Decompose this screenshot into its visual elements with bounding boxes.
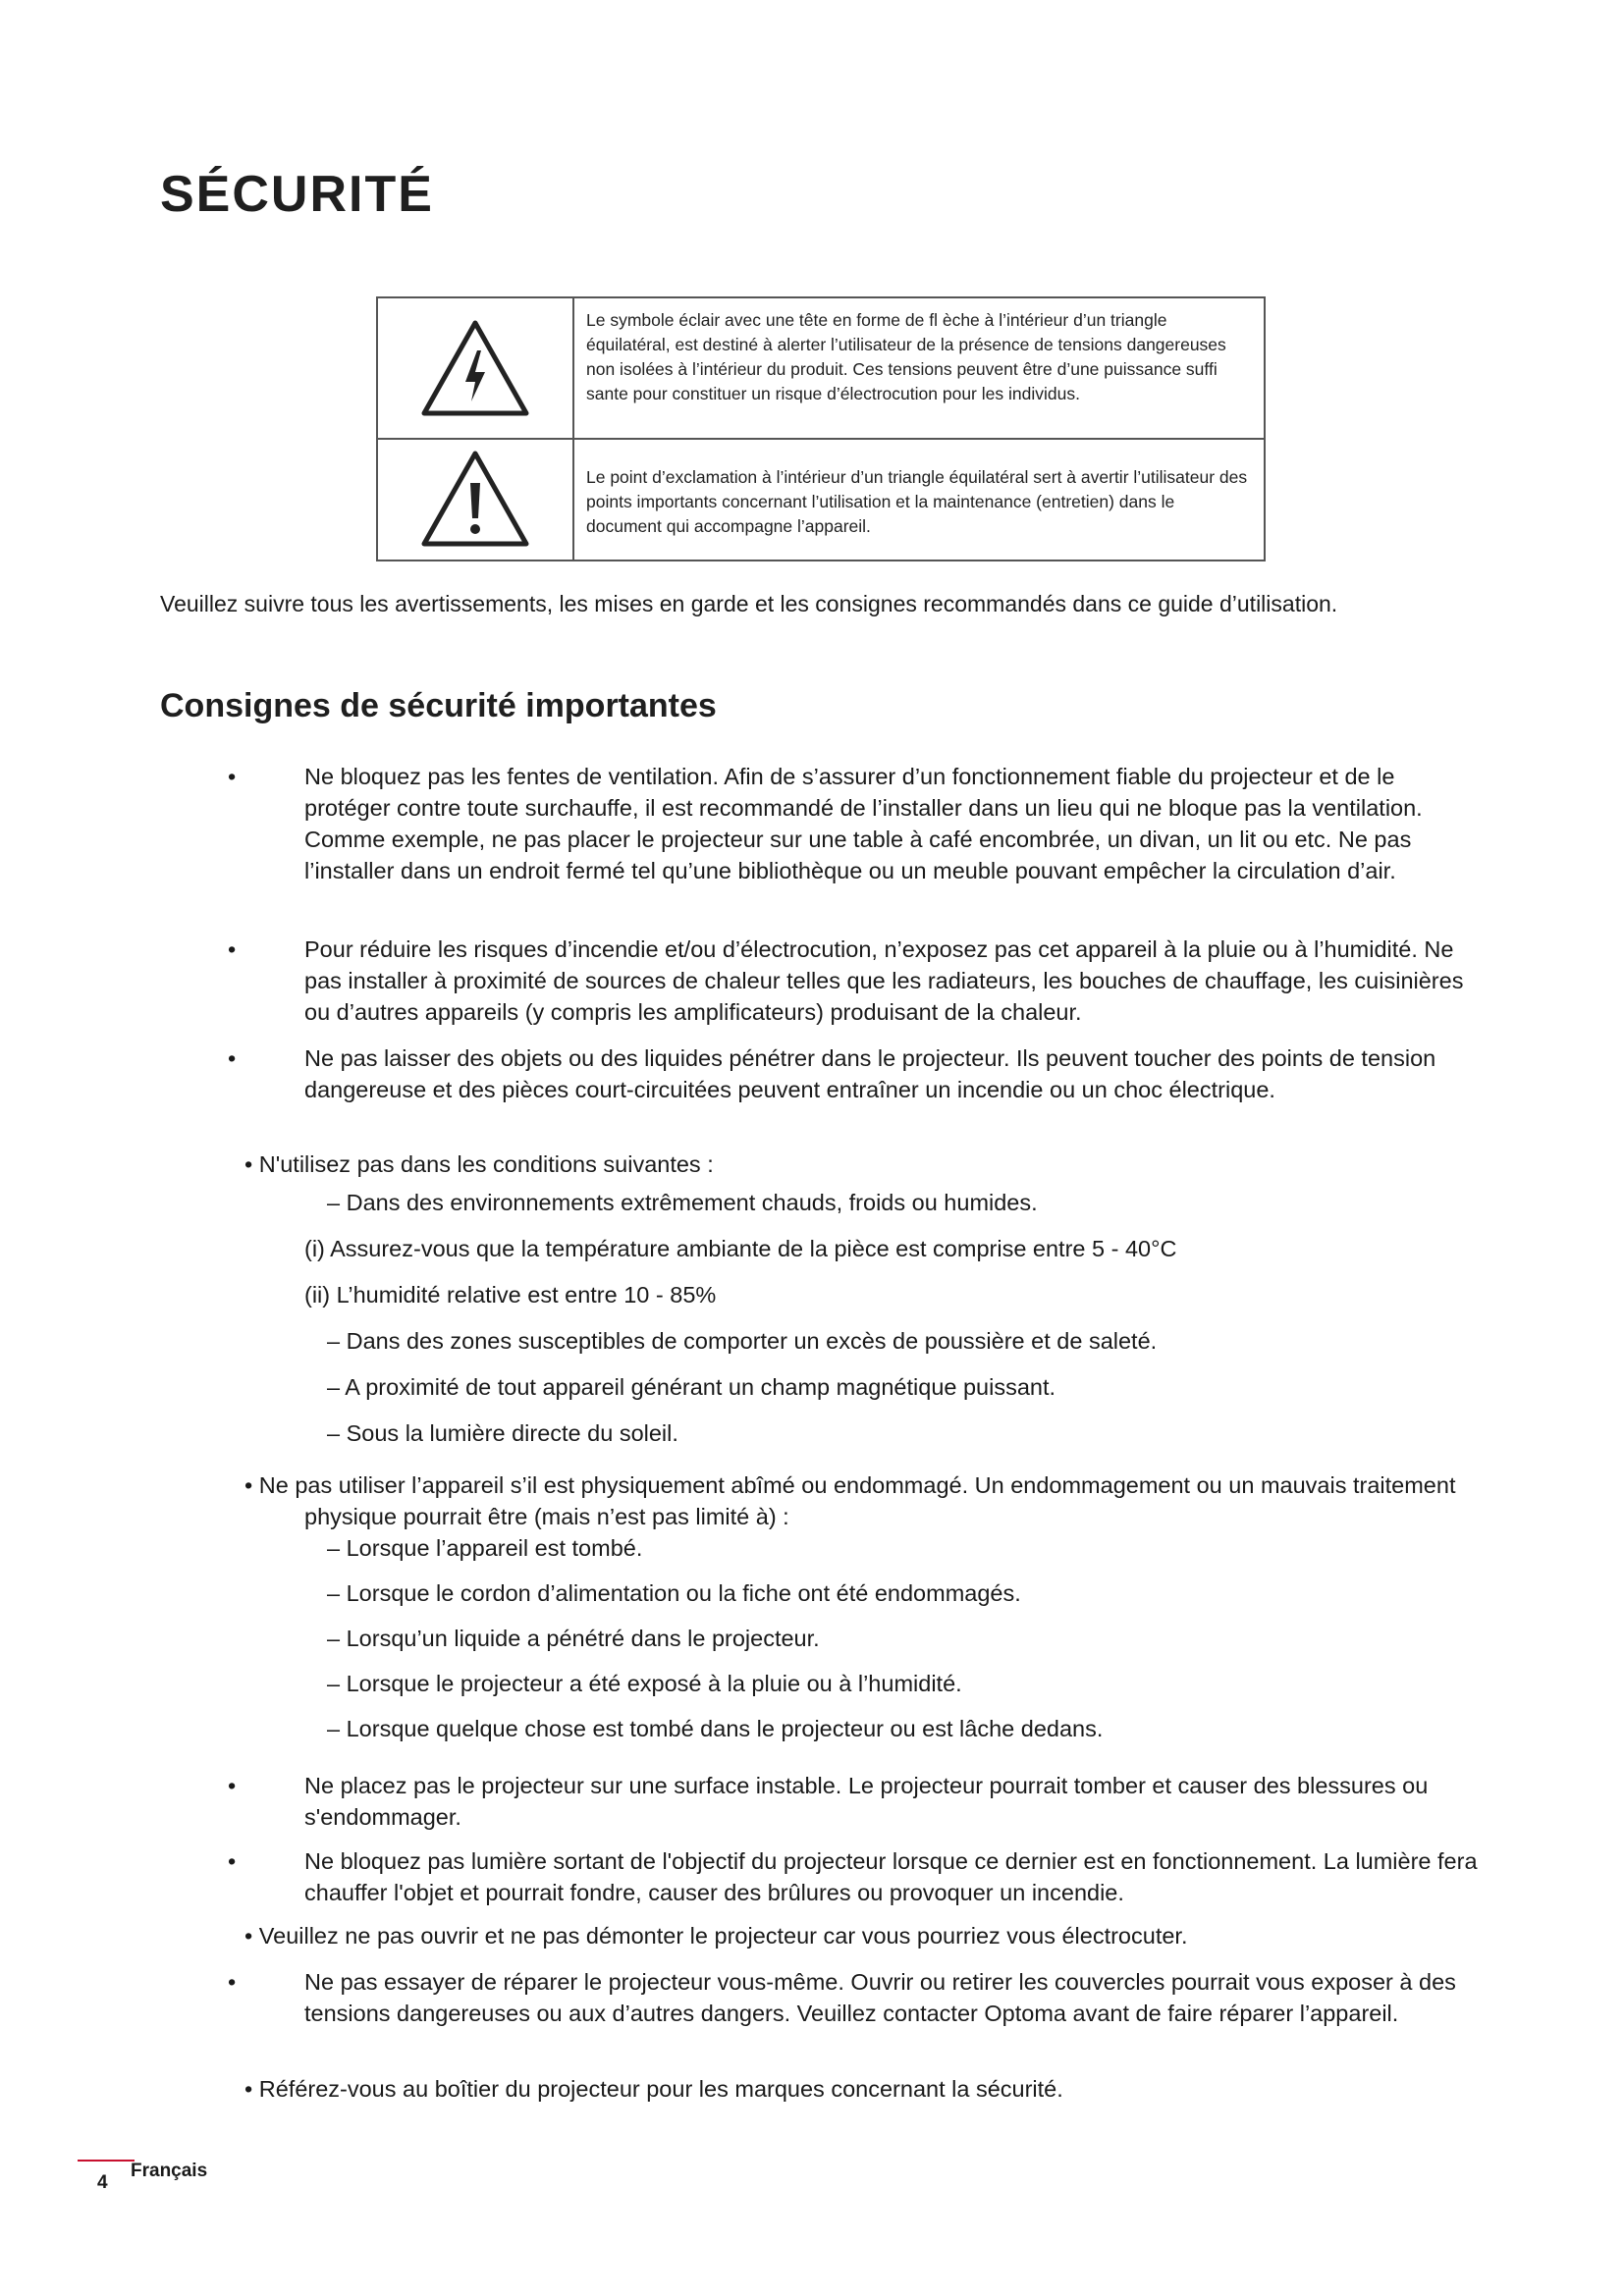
damage-item: – Lorsque le cordon d’alimentation ou la fiche ont été endommagés. xyxy=(327,1580,1021,1606)
condition-item: – A proximité de tout appareil générant un champ magnétique puissant. xyxy=(327,1374,1056,1400)
bullet-marker: • xyxy=(228,1848,237,1874)
bullet-marker: • xyxy=(228,936,237,962)
safety-item-humidity: Pour réduire les risques d’incendie et/ou d’électrocution, n’exposez pas cet appareil à la pluie ou à l’humidité. Ne pas installer à proximité de sources de chaleur telles que les radiateurs, les bouches de chauffage, les cuisinières ou d’autres appareils (y compris les amplificateurs) produisant de la chaleur. xyxy=(304,936,1464,1025)
bullet-marker: • xyxy=(228,1969,237,1995)
safety-item-repair: Ne pas essayer de réparer le projecteur vous-même. Ouvrir ou retirer les couvercles pourrait vous exposer à des tensions dangereuses ou aux d’autres dangers. Veuillez contacter Optoma avant de faire réparer l’appareil. xyxy=(304,1969,1456,2026)
safety-item-markings: • Référez-vous au boîtier du projecteur pour les marques concernant la sécurité. xyxy=(244,2076,1063,2102)
warning-text-exclamation: Le point d’exclamation à l’intérieur d’un triangle équilatéral sert à avertir l’utilisateur des points importants concernant l’utilisation et la maintenance (entretien) dans le document qui accompagne l’appareil. xyxy=(586,467,1248,536)
condition-subitem: (i) Assurez-vous que la température ambiante de la pièce est comprise entre 5 - 40°C xyxy=(304,1236,1177,1261)
safety-item-liquids: Ne pas laisser des objets ou des liquides pénétrer dans le projecteur. Ils peuvent toucher des points de tension dangereuse et des pièces court-circuitées peuvent entraîner un incendie ou un choc électrique. xyxy=(304,1045,1436,1102)
warning-text-lightning: Le symbole éclair avec une tête en forme de fl èche à l’intérieur d’un triangle équilatéral, est destiné à alerter l’utilisateur de la présence de tensions dangereuses non isolées à l’intérieur du produit. Ces tensions peuvent être d’une puissance suffi sante pour constituer un risque d’électrocution pour les individus. xyxy=(586,310,1226,403)
safety-item-do-not-open: • Veuillez ne pas ouvrir et ne pas démonter le projecteur car vous pourriez vous électrocuter. xyxy=(244,1923,1188,1949)
damage-lead: • Ne pas utiliser l’appareil s’il est physiquement abîmé ou endommagé. Un endommagement ou un mauvais traitement physique pourrait être (mais n’est pas limité à) : xyxy=(244,1472,1456,1529)
safety-item-lens-light: Ne bloquez pas lumière sortant de l'objectif du projecteur lorsque ce dernier est en fonctionnement. La lumière fera chauffer l'objet et pourrait fondre, causer des brûlures ou provoquer un incendie. xyxy=(304,1848,1478,1905)
conditions-lead: • N'utilisez pas dans les conditions suivantes : xyxy=(244,1151,714,1177)
exclamation-triangle-icon xyxy=(420,450,530,548)
bullet-marker: • xyxy=(228,1773,237,1798)
page-number: 4 xyxy=(97,2172,108,2193)
safety-item-unstable-surface: Ne placez pas le projecteur sur une surface instable. Le projecteur pourrait tomber et causer des blessures ou s'endommager. xyxy=(304,1773,1429,1830)
lightning-triangle-icon xyxy=(420,319,530,417)
page-title: SÉCURITÉ xyxy=(160,166,434,223)
bullet-marker: • xyxy=(228,764,237,789)
condition-item: – Dans des zones susceptibles de comporter un excès de poussière et de saleté. xyxy=(327,1328,1158,1354)
footer-language: Français xyxy=(131,2161,208,2181)
damage-item: – Lorsqu’un liquide a pénétré dans le projecteur. xyxy=(327,1626,820,1651)
condition-item: – Dans des environnements extrêmement chauds, froids ou humides. xyxy=(327,1190,1038,1215)
footer-accent-line xyxy=(78,2160,135,2162)
condition-subitem: (ii) L’humidité relative est entre 10 - 85% xyxy=(304,1282,717,1308)
condition-item: – Sous la lumière directe du soleil. xyxy=(327,1420,678,1446)
damage-item: – Lorsque quelque chose est tombé dans le projecteur ou est lâche dedans. xyxy=(327,1716,1104,1741)
warning-row-exclamation xyxy=(378,438,1264,560)
warning-symbols-table xyxy=(376,296,1266,561)
damage-item: – Lorsque l’appareil est tombé. xyxy=(327,1535,643,1561)
damage-item: – Lorsque le projecteur a été exposé à la pluie ou à l’humidité. xyxy=(327,1671,962,1696)
intro-paragraph: Veuillez suivre tous les avertissements, les mises en garde et les consignes recommandés dans ce guide d’utilisation. xyxy=(160,591,1338,616)
safety-item-ventilation: Ne bloquez pas les fentes de ventilation. Afin de s’assurer d’un fonctionnement fiable du projecteur et de le protéger contre toute surchauffe, il est recommandé de l’installer dans un lieu qui ne bloque pas la ventilation. Comme exemple, ne pas placer le projecteur sur une table à café encombrée, un divan, un lit ou etc. Ne pas l’installer dans un endroit fermé tel qu’une bibliothèque ou un meuble pouvant empêcher la circulation d’air. xyxy=(304,764,1423,883)
warning-row-lightning xyxy=(378,298,1264,440)
bullet-marker: • xyxy=(228,1045,237,1071)
section-heading: Consignes de sécurité importantes xyxy=(160,687,717,724)
